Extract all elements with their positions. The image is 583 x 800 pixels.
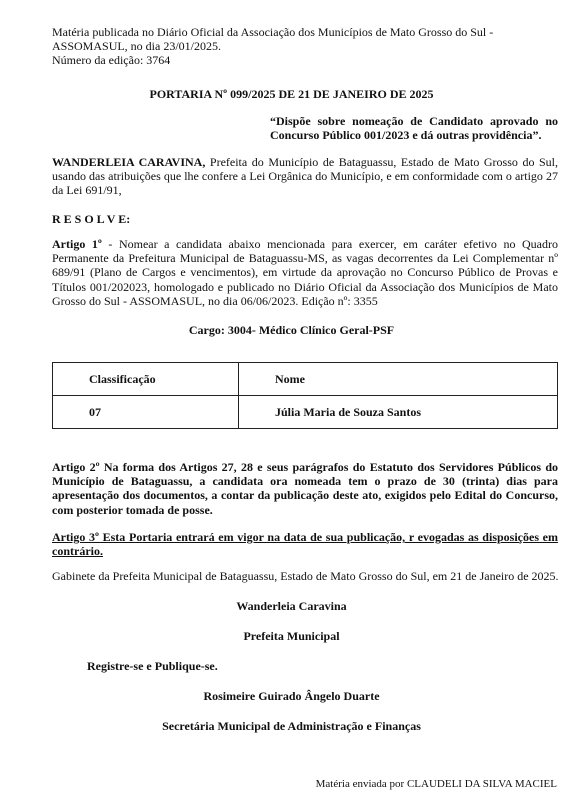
ementa: “Dispõe sobre nomeação de Candidato aprovado no Concurso Público 001/2023 e dá outras providência”. xyxy=(270,114,558,143)
publication-line-1: Matéria publicada no Diário Oficial da Associação dos Municípios de Mato Grosso do Sul - xyxy=(52,25,494,39)
table-row xyxy=(53,396,558,429)
mayor-name: WANDERLEIA CARAVINA, xyxy=(52,155,206,169)
article-3: Artigo 3º Esta Portaria entrará em vigor na data de sua publicação, r evogadas as disposições em contrário. xyxy=(52,530,558,559)
table-header-cell: Classificação xyxy=(53,363,239,396)
signer-1-role: Prefeita Municipal xyxy=(243,629,340,643)
resolve-heading: R E S O L V E: xyxy=(52,212,131,226)
table-header-cell: Nome xyxy=(239,363,558,396)
gabinete-line: Gabinete da Prefeita Municipal de Bataguassu, Estado de Mato Grosso do Sul, em 21 de Janeiro de 2025. xyxy=(52,569,559,583)
registre-line: Registre-se e Publique-se. xyxy=(87,659,218,673)
appointee-table xyxy=(52,362,558,429)
table-cell-name: Júlia Maria de Souza Santos xyxy=(239,396,558,429)
signer-1-name: Wanderleia Caravina xyxy=(236,599,347,613)
preamble-paragraph xyxy=(52,155,558,198)
preamble-text: Prefeita do Município de Bataguassu, Estado de Mato Grosso do Sul, usando das atribuições que lhe confere a Lei Orgânica do Município, e em conformidade com o artigo 27 da Lei 691/91, xyxy=(52,155,558,198)
edition-number: Número da edição: 3764 xyxy=(52,53,171,68)
article-1-text: - Nomear a candidata abaixo mencionada para exercer, em caráter efetivo no Quadro Permanente da Prefeitura Municipal de Bataguassu-MS, as vagas decorrentes da Lei Complementar nº 689/91 (Plano de Cargos e vencimentos), em virtude da aprovação no Concurso Público de Provas e Títulos 001/202023, homologado e publicado no Diário Oficial da Associação dos Municípios de Mato Grosso do Sul - ASSOMASUL, no dia 06/06/2023. Edição nº: 3355 xyxy=(52,237,558,308)
article-1-label: Artigo 1º xyxy=(52,237,102,251)
publication-header xyxy=(52,25,532,68)
signer-2-name: Rosimeire Guirado Ângelo Duarte xyxy=(203,689,380,703)
signer-2-role: Secretária Municipal de Administração e Finanças xyxy=(162,719,421,733)
cargo-heading: Cargo: 3004- Médico Clínico Geral-PSF xyxy=(188,323,395,337)
article-1 xyxy=(52,237,558,308)
publication-line-2: ASSOMASUL, no dia 23/01/2025. xyxy=(52,39,222,54)
table-header-row xyxy=(53,363,558,396)
portaria-title: PORTARIA Nº 099/2025 DE 21 DE JANEIRO DE 2025 xyxy=(149,87,434,101)
table-cell-classification: 07 xyxy=(53,396,239,429)
article-2: Artigo 2º Na forma dos Artigos 27, 28 e seus parágrafos do Estatuto dos Servidores Públicos do Município de Bataguassu, a candidata ora nomeada tem o prazo de 30 (trinta) dias para apresentação dos documentos, a contar da publicação deste ato, exigidos pelo Edital do Concurso, com posterior tomada de posse. xyxy=(52,460,558,517)
sent-by-footer: Matéria enviada por CLAUDELI DA SILVA MACIEL xyxy=(315,778,557,790)
